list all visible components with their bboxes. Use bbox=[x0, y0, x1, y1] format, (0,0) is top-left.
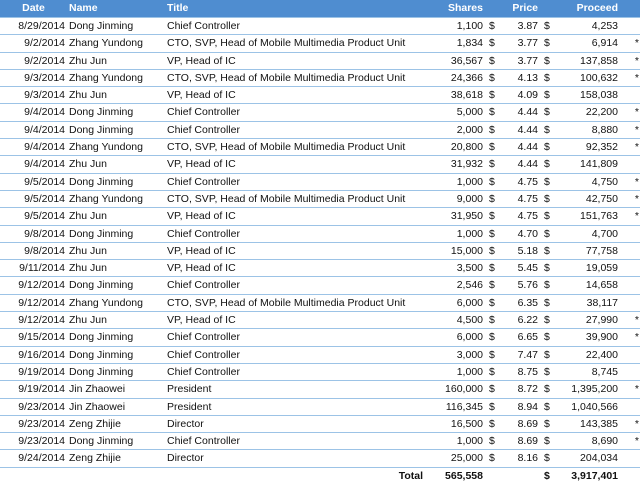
shares-cell: 9,000 bbox=[425, 190, 485, 207]
proceed-cell: 151,763 bbox=[564, 208, 620, 225]
name-cell: Dong Jinming bbox=[67, 121, 165, 138]
proceed-currency: $ bbox=[540, 35, 564, 52]
price-currency: $ bbox=[485, 363, 511, 380]
proceed-currency: $ bbox=[540, 415, 564, 432]
price-currency: $ bbox=[485, 381, 511, 398]
date-cell: 9/8/2014 bbox=[0, 242, 67, 259]
title-cell: Director bbox=[165, 415, 425, 432]
proceed-cell: 8,690 bbox=[564, 433, 620, 450]
proceed-currency: $ bbox=[540, 363, 564, 380]
table-row bbox=[0, 415, 640, 432]
title-cell: VP, Head of IC bbox=[165, 312, 425, 329]
price-cell: 8.16 bbox=[511, 450, 540, 467]
name-cell: Zhang Yundong bbox=[67, 294, 165, 311]
proceed-currency: $ bbox=[540, 121, 564, 138]
proceed-cell: 39,900 bbox=[564, 329, 620, 346]
proceed-cell: 14,658 bbox=[564, 277, 620, 294]
price-cell: 5.45 bbox=[511, 260, 540, 277]
table-row bbox=[0, 329, 640, 346]
proceed-currency: $ bbox=[540, 433, 564, 450]
mark-cell bbox=[620, 225, 640, 242]
price-cell: 8.69 bbox=[511, 433, 540, 450]
proceed-currency: $ bbox=[540, 208, 564, 225]
date-cell: 9/2/2014 bbox=[0, 52, 67, 69]
mark-cell bbox=[620, 87, 640, 104]
proceed-cell: 6,914 bbox=[564, 35, 620, 52]
title-cell: President bbox=[165, 398, 425, 415]
total-mark-cell bbox=[620, 467, 640, 484]
price-currency: $ bbox=[485, 173, 511, 190]
name-cell: Dong Jinming bbox=[67, 329, 165, 346]
total-name-cell bbox=[67, 467, 165, 484]
price-cell: 4.44 bbox=[511, 156, 540, 173]
mark-cell bbox=[620, 18, 640, 35]
header-row bbox=[0, 0, 640, 18]
table-row bbox=[0, 121, 640, 138]
price-currency: $ bbox=[485, 156, 511, 173]
price-cell: 6.35 bbox=[511, 294, 540, 311]
proceed-cell: 141,809 bbox=[564, 156, 620, 173]
price-cell: 8.72 bbox=[511, 381, 540, 398]
price-currency: $ bbox=[485, 450, 511, 467]
name-cell: Zeng Zhijie bbox=[67, 415, 165, 432]
proceed-currency: $ bbox=[540, 312, 564, 329]
date-cell: 9/19/2014 bbox=[0, 363, 67, 380]
mark-cell: * bbox=[620, 190, 640, 207]
date-cell: 9/5/2014 bbox=[0, 190, 67, 207]
shares-cell: 1,834 bbox=[425, 35, 485, 52]
proceed-currency: $ bbox=[540, 346, 564, 363]
name-cell: Jin Zhaowei bbox=[67, 381, 165, 398]
proceed-cell: 143,385 bbox=[564, 415, 620, 432]
price-currency: $ bbox=[485, 190, 511, 207]
name-cell: Dong Jinming bbox=[67, 346, 165, 363]
price-cell: 5.76 bbox=[511, 277, 540, 294]
mark-cell: * bbox=[620, 381, 640, 398]
table-row bbox=[0, 433, 640, 450]
shares-cell: 36,567 bbox=[425, 52, 485, 69]
proceed-cell: 4,253 bbox=[564, 18, 620, 35]
proceed-currency: $ bbox=[540, 225, 564, 242]
mark-cell: * bbox=[620, 329, 640, 346]
price-cell: 3.77 bbox=[511, 35, 540, 52]
name-cell: Dong Jinming bbox=[67, 104, 165, 121]
date-cell: 8/29/2014 bbox=[0, 18, 67, 35]
price-currency: $ bbox=[485, 35, 511, 52]
title-cell: Chief Controller bbox=[165, 18, 425, 35]
price-currency: $ bbox=[485, 225, 511, 242]
proceed-cell: 22,200 bbox=[564, 104, 620, 121]
proceed-currency: $ bbox=[540, 260, 564, 277]
table-row bbox=[0, 225, 640, 242]
shares-cell: 38,618 bbox=[425, 87, 485, 104]
title-cell: VP, Head of IC bbox=[165, 260, 425, 277]
price-currency: $ bbox=[485, 277, 511, 294]
price-cell: 4.09 bbox=[511, 87, 540, 104]
total-label: Total bbox=[398, 469, 423, 482]
shares-cell: 6,000 bbox=[425, 329, 485, 346]
price-currency: $ bbox=[485, 294, 511, 311]
proceed-cell: 8,880 bbox=[564, 121, 620, 138]
mark-cell: * bbox=[620, 208, 640, 225]
title-cell: Chief Controller bbox=[165, 104, 425, 121]
title-cell: Chief Controller bbox=[165, 363, 425, 380]
name-cell: Dong Jinming bbox=[67, 18, 165, 35]
date-cell: 9/15/2014 bbox=[0, 329, 67, 346]
table-row bbox=[0, 35, 640, 52]
proceed-cell: 1,395,200 bbox=[564, 381, 620, 398]
price-cell: 4.44 bbox=[511, 121, 540, 138]
date-cell: 9/4/2014 bbox=[0, 139, 67, 156]
proceed-currency: $ bbox=[540, 18, 564, 35]
shares-cell: 24,366 bbox=[425, 69, 485, 86]
proceed-currency: $ bbox=[540, 190, 564, 207]
shares-cell: 31,932 bbox=[425, 156, 485, 173]
title-cell: CTO, SVP, Head of Mobile Multimedia Product Unit bbox=[165, 294, 425, 311]
table-row bbox=[0, 173, 640, 190]
date-cell: 9/23/2014 bbox=[0, 433, 67, 450]
table-row bbox=[0, 312, 640, 329]
header-date: Date bbox=[0, 0, 67, 18]
table-row bbox=[0, 52, 640, 69]
total-date-cell bbox=[0, 467, 67, 484]
table-row bbox=[0, 104, 640, 121]
name-cell: Zhu Jun bbox=[67, 87, 165, 104]
proceed-currency: $ bbox=[540, 294, 564, 311]
proceed-cell: 19,059 bbox=[564, 260, 620, 277]
table-row bbox=[0, 208, 640, 225]
name-cell: Dong Jinming bbox=[67, 225, 165, 242]
total-proceed-currency: $ bbox=[544, 469, 550, 482]
name-cell: Zeng Zhijie bbox=[67, 450, 165, 467]
date-cell: 9/2/2014 bbox=[0, 35, 67, 52]
title-cell: VP, Head of IC bbox=[165, 156, 425, 173]
header-shares: Shares bbox=[425, 0, 485, 18]
shares-cell: 16,500 bbox=[425, 415, 485, 432]
price-currency: $ bbox=[485, 398, 511, 415]
total-shares: 565,558 bbox=[445, 469, 483, 482]
mark-cell: * bbox=[620, 69, 640, 86]
proceed-currency: $ bbox=[540, 156, 564, 173]
price-currency: $ bbox=[485, 52, 511, 69]
date-cell: 9/4/2014 bbox=[0, 121, 67, 138]
date-cell: 9/4/2014 bbox=[0, 156, 67, 173]
proceed-cell: 38,117 bbox=[564, 294, 620, 311]
title-cell: Chief Controller bbox=[165, 433, 425, 450]
table-row bbox=[0, 156, 640, 173]
proceed-cell: 27,990 bbox=[564, 312, 620, 329]
price-cell: 8.94 bbox=[511, 398, 540, 415]
date-cell: 9/8/2014 bbox=[0, 225, 67, 242]
price-cell: 4.75 bbox=[511, 173, 540, 190]
header-mark bbox=[620, 0, 640, 18]
mark-cell bbox=[620, 346, 640, 363]
mark-cell: * bbox=[620, 52, 640, 69]
name-cell: Zhang Yundong bbox=[67, 35, 165, 52]
price-cell: 4.44 bbox=[511, 104, 540, 121]
total-proceed: 3,917,401 bbox=[571, 469, 618, 482]
shares-cell: 25,000 bbox=[425, 450, 485, 467]
proceed-cell: 8,745 bbox=[564, 363, 620, 380]
proceed-currency: $ bbox=[540, 69, 564, 86]
shares-cell: 1,000 bbox=[425, 225, 485, 242]
total-row bbox=[0, 467, 640, 484]
name-cell: Dong Jinming bbox=[67, 363, 165, 380]
title-cell: Chief Controller bbox=[165, 346, 425, 363]
price-cell: 6.22 bbox=[511, 312, 540, 329]
name-cell: Zhang Yundong bbox=[67, 190, 165, 207]
price-cell: 4.75 bbox=[511, 190, 540, 207]
name-cell: Zhu Jun bbox=[67, 208, 165, 225]
price-currency: $ bbox=[485, 18, 511, 35]
date-cell: 9/5/2014 bbox=[0, 208, 67, 225]
mark-cell: * bbox=[620, 121, 640, 138]
proceed-cell: 204,034 bbox=[564, 450, 620, 467]
mark-cell: * bbox=[620, 139, 640, 156]
shares-cell: 31,950 bbox=[425, 208, 485, 225]
price-currency: $ bbox=[485, 312, 511, 329]
mark-cell: * bbox=[620, 433, 640, 450]
header-name: Name bbox=[67, 0, 165, 18]
proceed-currency: $ bbox=[540, 450, 564, 467]
shares-cell: 3,500 bbox=[425, 260, 485, 277]
title-cell: VP, Head of IC bbox=[165, 242, 425, 259]
price-currency: $ bbox=[485, 242, 511, 259]
proceed-currency: $ bbox=[540, 242, 564, 259]
title-cell: VP, Head of IC bbox=[165, 87, 425, 104]
price-currency: $ bbox=[485, 329, 511, 346]
mark-cell: * bbox=[620, 312, 640, 329]
mark-cell bbox=[620, 398, 640, 415]
date-cell: 9/3/2014 bbox=[0, 87, 67, 104]
name-cell: Dong Jinming bbox=[67, 433, 165, 450]
name-cell: Zhu Jun bbox=[67, 260, 165, 277]
price-cell: 8.69 bbox=[511, 415, 540, 432]
name-cell: Zhu Jun bbox=[67, 242, 165, 259]
title-cell: CTO, SVP, Head of Mobile Multimedia Product Unit bbox=[165, 35, 425, 52]
shares-cell: 160,000 bbox=[425, 381, 485, 398]
proceed-currency: $ bbox=[540, 381, 564, 398]
price-cell: 8.75 bbox=[511, 363, 540, 380]
shares-cell: 2,000 bbox=[425, 121, 485, 138]
mark-cell: * bbox=[620, 35, 640, 52]
name-cell: Jin Zhaowei bbox=[67, 398, 165, 415]
price-currency: $ bbox=[485, 260, 511, 277]
price-cell: 4.44 bbox=[511, 139, 540, 156]
table-row bbox=[0, 87, 640, 104]
price-currency: $ bbox=[485, 139, 511, 156]
total-price-cur-cell bbox=[485, 467, 511, 484]
name-cell: Zhu Jun bbox=[67, 52, 165, 69]
name-cell: Zhang Yundong bbox=[67, 139, 165, 156]
table-row bbox=[0, 139, 640, 156]
price-cell: 7.47 bbox=[511, 346, 540, 363]
proceed-cell: 22,400 bbox=[564, 346, 620, 363]
date-cell: 9/3/2014 bbox=[0, 69, 67, 86]
shares-cell: 3,000 bbox=[425, 346, 485, 363]
shares-cell: 15,000 bbox=[425, 242, 485, 259]
date-cell: 9/11/2014 bbox=[0, 260, 67, 277]
mark-cell bbox=[620, 277, 640, 294]
price-currency: $ bbox=[485, 87, 511, 104]
shares-cell: 1,000 bbox=[425, 433, 485, 450]
table-row bbox=[0, 363, 640, 380]
title-cell: Director bbox=[165, 450, 425, 467]
date-cell: 9/5/2014 bbox=[0, 173, 67, 190]
title-cell: VP, Head of IC bbox=[165, 208, 425, 225]
price-currency: $ bbox=[485, 433, 511, 450]
title-cell: CTO, SVP, Head of Mobile Multimedia Product Unit bbox=[165, 190, 425, 207]
table-row bbox=[0, 260, 640, 277]
price-cell: 4.13 bbox=[511, 69, 540, 86]
date-cell: 9/12/2014 bbox=[0, 294, 67, 311]
proceed-currency: $ bbox=[540, 52, 564, 69]
proceed-currency: $ bbox=[540, 139, 564, 156]
proceed-cell: 137,858 bbox=[564, 52, 620, 69]
price-currency: $ bbox=[485, 121, 511, 138]
table-row bbox=[0, 398, 640, 415]
title-cell: Chief Controller bbox=[165, 277, 425, 294]
proceed-cell: 4,700 bbox=[564, 225, 620, 242]
table-row bbox=[0, 69, 640, 86]
table-row bbox=[0, 242, 640, 259]
price-cell: 5.18 bbox=[511, 242, 540, 259]
title-cell: Chief Controller bbox=[165, 121, 425, 138]
proceed-currency: $ bbox=[540, 277, 564, 294]
name-cell: Zhu Jun bbox=[67, 312, 165, 329]
header-title: Title bbox=[165, 0, 425, 18]
mark-cell: * bbox=[620, 173, 640, 190]
date-cell: 9/23/2014 bbox=[0, 415, 67, 432]
title-cell: CTO, SVP, Head of Mobile Multimedia Product Unit bbox=[165, 69, 425, 86]
proceed-currency: $ bbox=[540, 173, 564, 190]
shares-cell: 5,000 bbox=[425, 104, 485, 121]
table-row bbox=[0, 450, 640, 467]
price-currency: $ bbox=[485, 415, 511, 432]
date-cell: 9/12/2014 bbox=[0, 312, 67, 329]
mark-cell: * bbox=[620, 104, 640, 121]
shares-cell: 1,100 bbox=[425, 18, 485, 35]
table-row bbox=[0, 294, 640, 311]
proceed-cell: 42,750 bbox=[564, 190, 620, 207]
table-body bbox=[0, 18, 640, 468]
title-cell: Chief Controller bbox=[165, 173, 425, 190]
mark-cell: * bbox=[620, 415, 640, 432]
shares-cell: 6,000 bbox=[425, 294, 485, 311]
mark-cell bbox=[620, 363, 640, 380]
header-price: Price bbox=[485, 0, 540, 18]
table-row bbox=[0, 381, 640, 398]
proceed-cell: 100,632 bbox=[564, 69, 620, 86]
proceed-cell: 4,750 bbox=[564, 173, 620, 190]
title-cell: President bbox=[165, 381, 425, 398]
date-cell: 9/24/2014 bbox=[0, 450, 67, 467]
table-row bbox=[0, 190, 640, 207]
shares-cell: 2,546 bbox=[425, 277, 485, 294]
price-currency: $ bbox=[485, 208, 511, 225]
date-cell: 9/23/2014 bbox=[0, 398, 67, 415]
title-cell: Chief Controller bbox=[165, 329, 425, 346]
date-cell: 9/4/2014 bbox=[0, 104, 67, 121]
shares-cell: 1,000 bbox=[425, 363, 485, 380]
proceed-currency: $ bbox=[540, 398, 564, 415]
proceed-currency: $ bbox=[540, 87, 564, 104]
price-currency: $ bbox=[485, 104, 511, 121]
date-cell: 9/12/2014 bbox=[0, 277, 67, 294]
mark-cell bbox=[620, 294, 640, 311]
name-cell: Dong Jinming bbox=[67, 173, 165, 190]
proceed-currency: $ bbox=[540, 104, 564, 121]
title-cell: VP, Head of IC bbox=[165, 52, 425, 69]
price-cell: 6.65 bbox=[511, 329, 540, 346]
proceed-currency: $ bbox=[540, 329, 564, 346]
shares-cell: 116,345 bbox=[425, 398, 485, 415]
price-currency: $ bbox=[485, 346, 511, 363]
price-currency: $ bbox=[485, 69, 511, 86]
table-row bbox=[0, 277, 640, 294]
table-row bbox=[0, 18, 640, 35]
mark-cell bbox=[620, 260, 640, 277]
proceed-cell: 158,038 bbox=[564, 87, 620, 104]
name-cell: Zhang Yundong bbox=[67, 69, 165, 86]
total-price-cell bbox=[511, 467, 540, 484]
proceed-cell: 77,758 bbox=[564, 242, 620, 259]
mark-cell bbox=[620, 450, 640, 467]
price-cell: 3.87 bbox=[511, 18, 540, 35]
shares-cell: 4,500 bbox=[425, 312, 485, 329]
price-cell: 3.77 bbox=[511, 52, 540, 69]
header-proceed: Proceed bbox=[540, 0, 620, 18]
name-cell: Dong Jinming bbox=[67, 277, 165, 294]
date-cell: 9/19/2014 bbox=[0, 381, 67, 398]
shares-cell: 1,000 bbox=[425, 173, 485, 190]
price-cell: 4.70 bbox=[511, 225, 540, 242]
title-cell: CTO, SVP, Head of Mobile Multimedia Product Unit bbox=[165, 139, 425, 156]
table-row bbox=[0, 346, 640, 363]
mark-cell bbox=[620, 156, 640, 173]
shares-cell: 20,800 bbox=[425, 139, 485, 156]
name-cell: Zhu Jun bbox=[67, 156, 165, 173]
date-cell: 9/16/2014 bbox=[0, 346, 67, 363]
title-cell: Chief Controller bbox=[165, 225, 425, 242]
price-cell: 4.75 bbox=[511, 208, 540, 225]
proceed-cell: 92,352 bbox=[564, 139, 620, 156]
proceed-cell: 1,040,566 bbox=[564, 398, 620, 415]
mark-cell bbox=[620, 242, 640, 259]
